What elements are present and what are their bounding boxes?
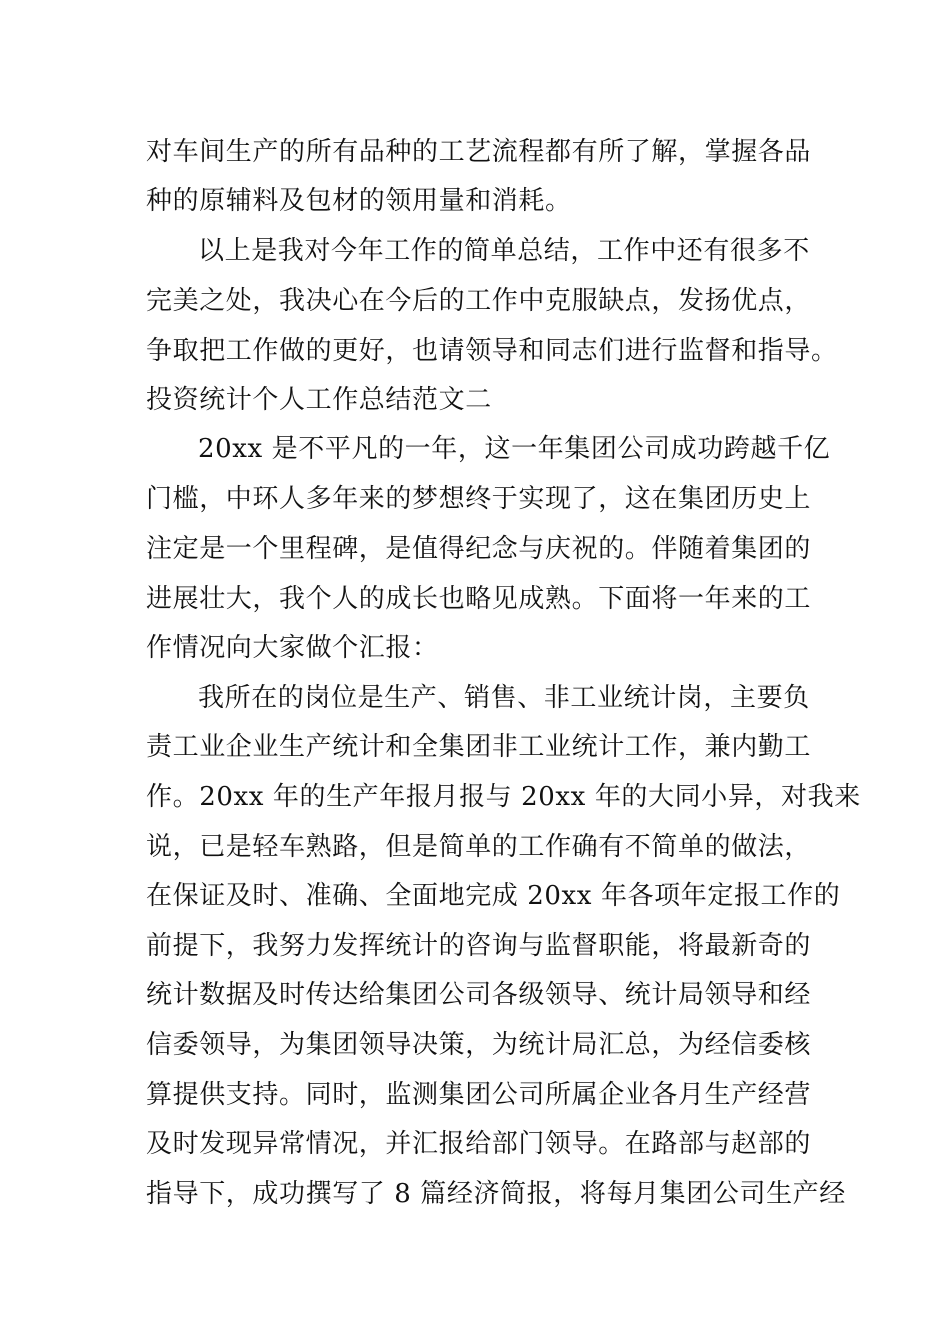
text-line: 门槛，中环人多年来的梦想终于实现了，这在集团历史上 [146,484,812,514]
paragraph-start-line: 以上是我对今年工作的简单总结，工作中还有很多不 [198,236,810,266]
text-line: 责工业企业生产统计和全集团非工业统计工作，兼内勤工 [146,732,812,762]
text-line: 及时发现异常情况，并汇报给部门领导。在路部与赵部的 [146,1129,812,1159]
paragraph-start-line: 20xx 是不平凡的一年，这一年集团公司成功跨越千亿 [198,434,831,464]
text-line: 种的原辅料及包材的领用量和消耗。 [146,186,572,216]
text-line: 争取把工作做的更好，也请领导和同志们进行监督和指导。 [146,336,838,366]
text-line: 注定是一个里程碑，是值得纪念与庆祝的。伴随着集团的 [146,534,812,564]
section-heading: 投资统计个人工作总结范文二 [146,385,492,415]
text-line: 作情况向大家做个汇报： [146,633,439,663]
text-line: 作。20xx 年的生产年报月报与 20xx 年的大同小异，对我来 [146,782,861,812]
text-line: 信委领导，为集团领导决策，为统计局汇总，为经信委核 [146,1030,812,1060]
text-line: 进展壮大，我个人的成长也略见成熟。下面将一年来的工 [146,584,812,614]
text-line: 指导下，成功撰写了 8 篇经济简报，将每月集团公司生产经 [146,1179,846,1209]
text-line: 对车间生产的所有品种的工艺流程都有所了解，掌握各品 [146,137,812,167]
text-line: 统计数据及时传达给集团公司各级领导、统计局领导和经 [146,980,812,1010]
paragraph-start-line: 我所在的岗位是生产、销售、非工业统计岗，主要负 [198,683,810,713]
text-line: 在保证及时、准确、全面地完成 20xx 年各项年定报工作的 [146,881,841,911]
text-line: 算提供支持。同时，监测集团公司所属企业各月生产经营 [146,1080,812,1110]
text-line: 说，已是轻车熟路，但是简单的工作确有不简单的做法， [146,832,812,862]
text-line: 完美之处，我决心在今后的工作中克服缺点，发扬优点， [146,286,812,316]
text-line: 前提下，我努力发挥统计的咨询与监督职能，将最新奇的 [146,931,812,961]
